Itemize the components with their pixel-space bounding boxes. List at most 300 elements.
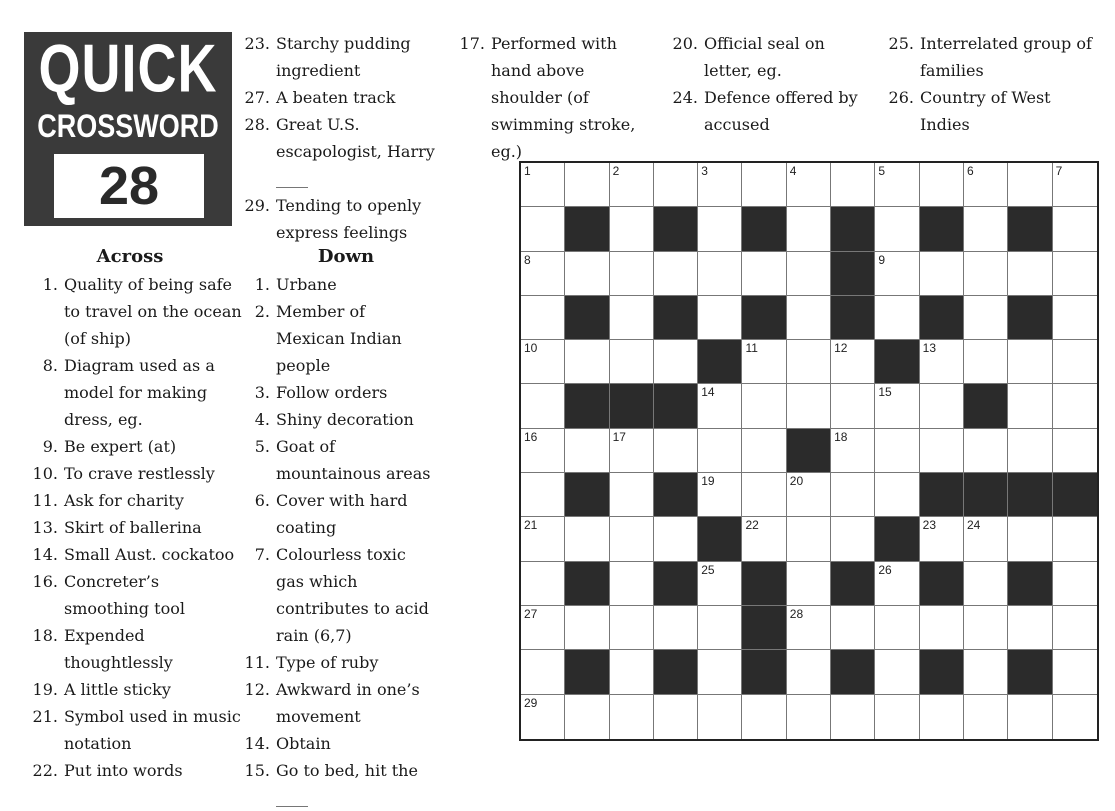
logo-puzzle-number: 28 [54, 154, 204, 218]
grid-cell[interactable] [964, 562, 1008, 606]
clue-text: Be expert (at) [64, 437, 177, 456]
clue-item [30, 622, 242, 676]
grid-cell[interactable] [920, 429, 964, 473]
grid-cell[interactable] [1008, 429, 1052, 473]
grid-cell[interactable] [875, 252, 919, 296]
clue-number: 25. [888, 34, 914, 53]
grid-cell[interactable] [654, 252, 698, 296]
grid-block [831, 252, 875, 296]
grid-cell[interactable] [1053, 517, 1097, 561]
clue-item [30, 487, 242, 514]
clue-text: Interrelated group of families [920, 34, 1092, 80]
grid-cell[interactable] [565, 517, 609, 561]
clue-text: A little sticky [64, 680, 171, 699]
clue-text: Type of ruby [276, 653, 379, 672]
clue-item [238, 84, 438, 111]
grid-cell[interactable] [698, 650, 742, 694]
clue-text: Great U.S. escapologist, Harry ____ [276, 111, 438, 192]
grid-cell[interactable] [521, 163, 565, 207]
clue-item [30, 703, 242, 757]
grid-cell[interactable] [964, 606, 1008, 650]
grid-cell[interactable] [964, 252, 1008, 296]
cell-number: 15 [878, 385, 892, 400]
down-heading: Down [317, 246, 375, 267]
grid-cell[interactable] [875, 473, 919, 517]
grid-cell[interactable] [831, 606, 875, 650]
cell-number: 1 [524, 164, 531, 178]
grid-cell[interactable] [1008, 695, 1052, 739]
grid-cell[interactable] [698, 429, 742, 473]
clue-item [238, 298, 438, 379]
cell-number: 22 [745, 518, 759, 533]
grid-cell[interactable] [742, 517, 786, 561]
grid-block [565, 650, 609, 694]
grid-block [610, 384, 654, 428]
grid-cell[interactable] [698, 562, 742, 606]
grid-cell[interactable] [654, 517, 698, 561]
clue-item [238, 111, 438, 192]
clue-item [238, 541, 438, 649]
clue-number: 1. [42, 275, 58, 294]
down-clues-list-cont [455, 30, 655, 165]
clue-number: 6. [254, 491, 270, 510]
clue-number: 8. [42, 356, 58, 375]
logo-title-quick: QUICK [38, 31, 218, 107]
grid-cell[interactable] [875, 429, 919, 473]
grid-cell[interactable] [787, 207, 831, 251]
grid-cell[interactable] [1053, 163, 1097, 207]
grid-cell[interactable] [964, 517, 1008, 561]
cell-number: 18 [834, 429, 848, 444]
clue-blank: ____ [276, 788, 308, 807]
clue-text: Defence offered by accused [704, 88, 858, 134]
grid-cell[interactable] [742, 473, 786, 517]
cell-number: 19 [701, 474, 715, 489]
grid-cell[interactable] [521, 473, 565, 517]
clue-number: 1. [254, 275, 270, 294]
grid-block [920, 562, 964, 606]
clue-number: 23. [244, 34, 270, 53]
clue-text: Country of West Indies [920, 88, 1051, 134]
grid-cell[interactable] [1008, 340, 1052, 384]
grid-cell[interactable] [521, 340, 565, 384]
clue-number: 10. [32, 464, 58, 483]
grid-block [742, 207, 786, 251]
clue-text: Concreter’s smoothing tool [64, 572, 185, 618]
grid-block [831, 296, 875, 340]
clue-number: 28. [244, 115, 270, 134]
grid-cell[interactable] [610, 650, 654, 694]
clue-item [238, 30, 438, 84]
grid-block [654, 562, 698, 606]
grid-block [964, 473, 1008, 517]
cell-number: 27 [524, 606, 538, 621]
clue-item [238, 676, 438, 730]
clue-number: 11. [244, 653, 270, 672]
clue-number: 5. [254, 437, 270, 456]
grid-cell[interactable] [742, 695, 786, 739]
clue-text: Member of Mexican Indian people [276, 302, 402, 375]
clue-item [668, 30, 873, 84]
clue-number: 11. [32, 491, 58, 510]
grid-cell[interactable] [787, 163, 831, 207]
grid-block [654, 384, 698, 428]
grid-cell[interactable] [787, 517, 831, 561]
clue-item [238, 192, 438, 246]
grid-cell[interactable] [742, 340, 786, 384]
grid-cell[interactable] [654, 695, 698, 739]
clue-number: 3. [254, 383, 270, 402]
clue-text: A beaten track [276, 88, 396, 107]
grid-cell[interactable] [610, 340, 654, 384]
cell-number: 12 [834, 341, 848, 356]
cell-number: 4 [789, 164, 797, 178]
logo-title-crossword: CROSSWORD [37, 108, 219, 144]
cell-number: 24 [966, 518, 981, 533]
grid-cell[interactable] [1008, 384, 1052, 428]
clue-item [30, 460, 242, 487]
grid-cell[interactable] [742, 429, 786, 473]
cell-number: 26 [878, 562, 892, 577]
grid-cell[interactable] [610, 252, 654, 296]
across-clues-list [30, 271, 242, 784]
clue-number: 12. [244, 680, 270, 699]
clue-text: Tending to openly express feelings [276, 196, 422, 242]
cell-number: 17 [612, 429, 626, 444]
grid-cell[interactable] [698, 163, 742, 207]
clue-item [238, 487, 438, 541]
grid-block [920, 473, 964, 517]
clue-item [30, 568, 242, 622]
grid-cell[interactable] [787, 473, 831, 517]
grid-cell[interactable] [920, 606, 964, 650]
grid-cell[interactable] [698, 473, 742, 517]
grid-cell[interactable] [1053, 606, 1097, 650]
clue-text: Goat of mountainous areas [276, 437, 431, 483]
grid-cell[interactable] [875, 562, 919, 606]
grid-block [654, 207, 698, 251]
grid-block [742, 562, 786, 606]
down-clues-list-cont3 [884, 30, 1099, 138]
clue-text: Cover with hard coating [276, 491, 408, 537]
grid-block [742, 296, 786, 340]
clue-item [30, 541, 242, 568]
grid-cell[interactable] [875, 207, 919, 251]
clue-text: Follow orders [276, 383, 388, 402]
cell-number: 21 [524, 518, 538, 533]
grid-cell[interactable] [964, 207, 1008, 251]
clue-text: Colourless toxic gas which contributes to acid rain (6,7) [276, 545, 429, 645]
grid-cell[interactable] [920, 695, 964, 739]
cell-number: 14 [701, 385, 715, 400]
grid-block [1008, 207, 1052, 251]
grid-block [875, 517, 919, 561]
across-clues-list-cont [238, 30, 438, 246]
grid-cell[interactable] [787, 606, 831, 650]
grid-block [565, 207, 609, 251]
grid-cell[interactable] [698, 252, 742, 296]
grid-cell[interactable] [787, 562, 831, 606]
grid-cell[interactable] [521, 606, 565, 650]
grid-cell[interactable] [521, 296, 565, 340]
grid-cell[interactable] [654, 163, 698, 207]
grid-cell[interactable] [521, 252, 565, 296]
grid-cell[interactable] [521, 384, 565, 428]
grid-block [698, 340, 742, 384]
down-clues-list [238, 271, 438, 811]
grid-cell[interactable] [610, 429, 654, 473]
clue-item [238, 730, 438, 757]
grid-cell[interactable] [964, 163, 1008, 207]
grid-cell[interactable] [698, 296, 742, 340]
grid-cell[interactable] [610, 207, 654, 251]
clue-item [238, 649, 438, 676]
cell-number: 20 [789, 474, 804, 489]
clue-item [238, 433, 438, 487]
cell-number: 6 [966, 164, 974, 178]
cell-number: 2 [612, 164, 620, 178]
grid-cell[interactable] [787, 384, 831, 428]
clue-number: 27. [244, 88, 270, 107]
grid-cell[interactable] [964, 650, 1008, 694]
grid-cell[interactable] [831, 517, 875, 561]
cell-number: 28 [789, 606, 804, 621]
grid-cell[interactable] [920, 340, 964, 384]
clue-item [30, 514, 242, 541]
grid-cell[interactable] [698, 384, 742, 428]
grid-cell[interactable] [1008, 163, 1052, 207]
grid-cell[interactable] [698, 606, 742, 650]
grid-cell[interactable] [787, 252, 831, 296]
grid-cell[interactable] [787, 695, 831, 739]
clue-text: Symbol used in music notation [64, 707, 241, 753]
crossword-logo [24, 32, 232, 226]
clue-item [30, 352, 242, 433]
cell-number: 10 [524, 341, 538, 356]
grid-cell[interactable] [1053, 562, 1097, 606]
clue-number: 14. [244, 734, 270, 753]
cell-number: 16 [524, 429, 538, 444]
grid-cell[interactable] [964, 695, 1008, 739]
grid-cell[interactable] [875, 384, 919, 428]
grid-cell[interactable] [831, 340, 875, 384]
grid-cell[interactable] [521, 650, 565, 694]
grid-block [1053, 473, 1097, 517]
grid-cell[interactable] [610, 163, 654, 207]
grid-block [875, 340, 919, 384]
clue-text: To crave restlessly [64, 464, 215, 483]
grid-cell[interactable] [654, 429, 698, 473]
clue-text: Quality of being safe to travel on the ocean (of ship) [64, 275, 242, 348]
grid-block [742, 650, 786, 694]
clue-number: 7. [254, 545, 270, 564]
clue-item [884, 30, 1099, 84]
grid-cell[interactable] [742, 163, 786, 207]
grid-block [654, 650, 698, 694]
grid-cell[interactable] [1053, 650, 1097, 694]
grid-cell[interactable] [1053, 207, 1097, 251]
clue-item [455, 30, 655, 165]
grid-block [742, 606, 786, 650]
clue-text: Skirt of ballerina [64, 518, 202, 537]
clue-text: Awkward in one’s movement [276, 680, 420, 726]
grid-cell[interactable] [831, 473, 875, 517]
grid-block [831, 562, 875, 606]
grid-cell[interactable] [521, 695, 565, 739]
grid-cell[interactable] [964, 340, 1008, 384]
grid-cell[interactable] [610, 695, 654, 739]
grid-block [787, 429, 831, 473]
clue-number: 9. [42, 437, 58, 456]
grid-cell[interactable] [964, 296, 1008, 340]
grid-cell[interactable] [610, 562, 654, 606]
grid-cell[interactable] [742, 384, 786, 428]
clue-number: 2. [254, 302, 270, 321]
clue-number: 24. [672, 88, 698, 107]
clue-text: Shiny decoration [276, 410, 414, 429]
grid-cell[interactable] [610, 296, 654, 340]
clue-text: Put into words [64, 761, 183, 780]
grid-cell[interactable] [1053, 429, 1097, 473]
grid-cell[interactable] [787, 340, 831, 384]
grid-cell[interactable] [875, 163, 919, 207]
grid-cell[interactable] [1053, 252, 1097, 296]
clue-item [30, 433, 242, 460]
clue-text: Small Aust. cockatoo [64, 545, 235, 564]
grid-cell[interactable] [654, 606, 698, 650]
grid-cell[interactable] [875, 650, 919, 694]
clue-item [238, 757, 438, 811]
grid-cell[interactable] [1008, 517, 1052, 561]
grid-block [565, 384, 609, 428]
grid-cell[interactable] [875, 296, 919, 340]
grid-block [920, 296, 964, 340]
grid-cell[interactable] [565, 252, 609, 296]
across-heading: Across [96, 246, 164, 267]
grid-cell[interactable] [1053, 296, 1097, 340]
clue-number: 13. [32, 518, 58, 537]
grid-block [831, 207, 875, 251]
clue-number: 15. [244, 761, 270, 780]
grid-block [1008, 473, 1052, 517]
clue-text: Go to bed, hit the ____ [276, 757, 438, 811]
grid-cell[interactable] [920, 163, 964, 207]
grid-cell[interactable] [698, 207, 742, 251]
grid-cell[interactable] [565, 429, 609, 473]
grid-block [831, 650, 875, 694]
grid-cell[interactable] [875, 606, 919, 650]
clue-number: 17. [459, 34, 485, 53]
grid-block [920, 650, 964, 694]
grid-block [1008, 650, 1052, 694]
clue-text: Ask for charity [64, 491, 184, 510]
crossword-grid [519, 161, 1099, 741]
grid-cell[interactable] [831, 695, 875, 739]
clue-item [238, 379, 438, 406]
grid-cell[interactable] [698, 695, 742, 739]
cell-number: 7 [1055, 164, 1063, 178]
clue-item [238, 271, 438, 298]
grid-cell[interactable] [1053, 340, 1097, 384]
grid-cell[interactable] [831, 384, 875, 428]
cell-number: 23 [922, 518, 937, 533]
grid-cell[interactable] [654, 340, 698, 384]
grid-block [565, 473, 609, 517]
grid-cell[interactable] [831, 163, 875, 207]
grid-cell[interactable] [521, 517, 565, 561]
cell-number: 11 [745, 341, 758, 356]
grid-cell[interactable] [875, 695, 919, 739]
grid-block [1008, 296, 1052, 340]
grid-cell[interactable] [1053, 695, 1097, 739]
clue-text: Performed with hand above shoulder (of swimming stroke, eg.) [491, 34, 636, 161]
clue-number: 16. [32, 572, 58, 591]
grid-block [654, 296, 698, 340]
grid-cell[interactable] [610, 606, 654, 650]
grid-cell[interactable] [521, 562, 565, 606]
clue-number: 18. [32, 626, 58, 645]
clue-number: 29. [244, 196, 270, 215]
clue-number: 26. [888, 88, 914, 107]
grid-cell[interactable] [1053, 384, 1097, 428]
grid-cell[interactable] [920, 517, 964, 561]
cell-number: 29 [524, 695, 538, 710]
grid-block [565, 296, 609, 340]
clue-item [238, 406, 438, 433]
clue-text: Starchy pudding ingredient [276, 34, 411, 80]
grid-block [964, 384, 1008, 428]
cell-number: 25 [701, 562, 715, 577]
grid-cell[interactable] [787, 296, 831, 340]
clue-blank: ____ [276, 169, 308, 188]
clue-number: 22. [32, 761, 58, 780]
cell-number: 5 [878, 164, 886, 178]
clue-number: 4. [254, 410, 270, 429]
down-clues-list-cont2 [668, 30, 873, 138]
clue-item [668, 84, 873, 138]
grid-cell[interactable] [565, 695, 609, 739]
grid-cell[interactable] [565, 163, 609, 207]
clue-text: Official seal on letter, eg. [704, 34, 825, 80]
grid-cell[interactable] [920, 384, 964, 428]
clue-item [30, 676, 242, 703]
grid-cell[interactable] [610, 473, 654, 517]
grid-cell[interactable] [610, 517, 654, 561]
grid-cell[interactable] [1008, 606, 1052, 650]
clue-number: 21. [32, 707, 58, 726]
clue-text: Obtain [276, 734, 331, 753]
grid-block [1008, 562, 1052, 606]
clue-item [30, 271, 242, 352]
grid-cell[interactable] [742, 252, 786, 296]
grid-block [654, 473, 698, 517]
grid-cell[interactable] [964, 429, 1008, 473]
grid-cell[interactable] [565, 340, 609, 384]
grid-block [920, 207, 964, 251]
grid-cell[interactable] [831, 429, 875, 473]
grid-block [698, 517, 742, 561]
cell-number: 13 [922, 341, 937, 356]
clue-text: Expended thoughtlessly [64, 626, 173, 672]
grid-cell[interactable] [521, 207, 565, 251]
grid-cell[interactable] [1008, 252, 1052, 296]
grid-cell[interactable] [521, 429, 565, 473]
clue-item [30, 757, 242, 784]
grid-cell[interactable] [787, 650, 831, 694]
grid-cell[interactable] [565, 606, 609, 650]
grid-cell[interactable] [920, 252, 964, 296]
clue-text: Diagram used as a model for making dress, eg. [64, 356, 215, 429]
